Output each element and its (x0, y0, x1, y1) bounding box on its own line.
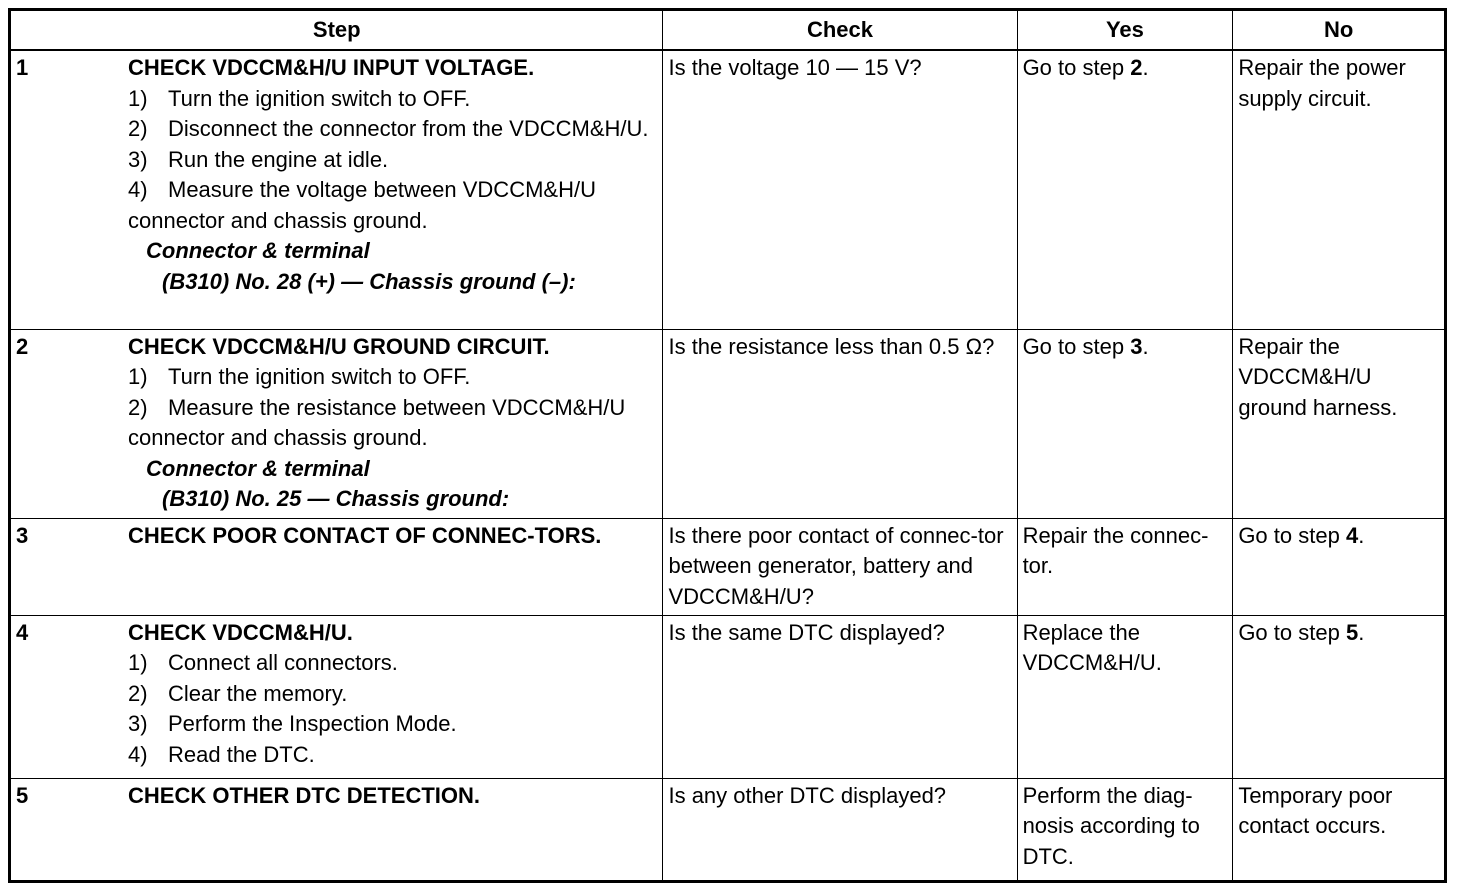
step-title: CHECK OTHER DTC DETECTION. (128, 782, 480, 808)
step-title: CHECK VDCCM&H/U GROUND CIRCUIT. (128, 333, 550, 359)
check-cell: Is the voltage 10 — 15 V? (663, 50, 1017, 329)
sub-step: 4) Measure the voltage between VDCCM&H/U connector and chassis ground. (128, 177, 596, 233)
no-cell: Temporary poor contact occurs. (1233, 778, 1446, 881)
sub-step: 1) Turn the ignition switch to OFF. (128, 85, 471, 111)
header-step: Step (10, 10, 663, 51)
yes-cell: Repair the connec-tor. (1017, 518, 1233, 615)
step-cell (10, 615, 663, 778)
step-number: 4 (16, 619, 29, 645)
yes-cell: Perform the diag-nosis according to DTC. (1017, 778, 1233, 881)
yes-cell: Replace the VDCCM&H/U. (1017, 615, 1233, 778)
sub-step: 3) Run the engine at idle. (128, 146, 389, 172)
header-no: No (1233, 10, 1446, 51)
sub-step: 3) Perform the Inspection Mode. (128, 711, 457, 736)
sub-step: 2) Measure the resistance between VDCCM&H/U connector and chassis ground. (128, 394, 626, 450)
connector-value: (B310) No. 25 — Chassis ground: (162, 486, 510, 511)
no-cell: Go to step 5. (1233, 615, 1446, 778)
sub-step: 2) Disconnect the connector from the VDCCM&H/U. (128, 116, 649, 141)
table-row (10, 50, 1446, 329)
table-row (10, 518, 1446, 615)
sub-step: 4) Read the DTC. (128, 741, 315, 767)
step-cell (10, 329, 663, 518)
step-number: 1 (16, 55, 29, 80)
no-cell: Go to step 4. (1233, 518, 1446, 615)
check-cell: Is the resistance less than 0.5 Ω? (663, 329, 1017, 518)
table-row (10, 778, 1446, 881)
step-title: CHECK VDCCM&H/U INPUT VOLTAGE. (128, 55, 535, 80)
yes-cell: Go to step 3. (1017, 329, 1233, 518)
sub-step: 1) Connect all connectors. (128, 650, 398, 675)
step-title: CHECK VDCCM&H/U. (128, 619, 353, 645)
table-row (10, 329, 1446, 518)
header-row (10, 10, 1446, 51)
no-cell: Repair the VDCCM&H/U ground harness. (1233, 329, 1446, 518)
sub-step: 1) Turn the ignition switch to OFF. (128, 364, 471, 389)
header-check: Check (663, 10, 1017, 51)
connector-value: (B310) No. 28 (+) — Chassis ground (–): (162, 268, 576, 294)
sub-step: 2) Clear the memory. (128, 680, 348, 706)
step-number: 2 (16, 333, 29, 359)
step-cell (10, 50, 663, 329)
check-cell: Is any other DTC displayed? (663, 778, 1017, 881)
no-cell: Repair the power supply circuit. (1233, 50, 1446, 329)
step-title: CHECK POOR CONTACT OF CONNEC-TORS. (128, 522, 602, 548)
diagnosis-table (8, 8, 1447, 883)
step-number: 5 (16, 782, 29, 808)
connector-label: Connector & terminal (146, 455, 370, 481)
step-number: 3 (16, 522, 29, 548)
table-row (10, 615, 1446, 778)
header-yes: Yes (1017, 10, 1233, 51)
check-cell: Is there poor contact of connec-tor between generator, battery and VDCCM&H/U? (663, 518, 1017, 615)
connector-label: Connector & terminal (146, 238, 370, 263)
step-cell (10, 778, 663, 881)
step-cell (10, 518, 663, 615)
check-cell: Is the same DTC displayed? (663, 615, 1017, 778)
yes-cell: Go to step 2. (1017, 50, 1233, 329)
